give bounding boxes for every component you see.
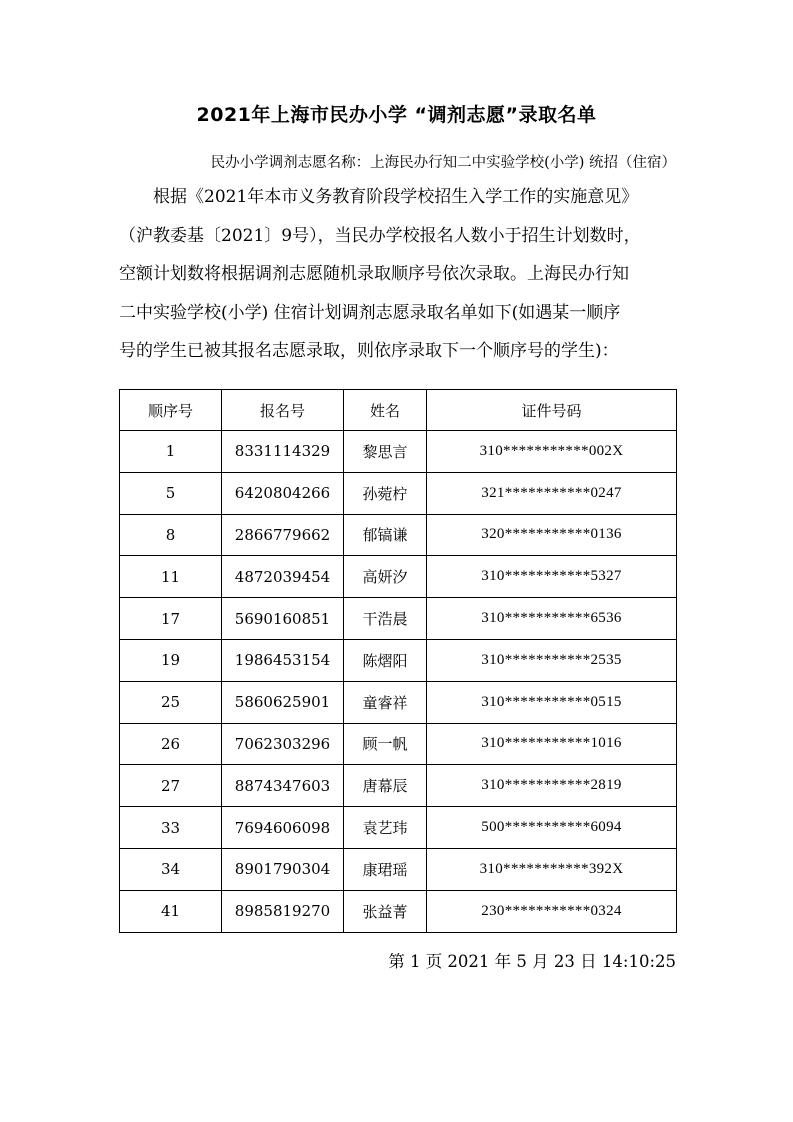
table-row xyxy=(120,807,677,849)
cell-sequence: 33 xyxy=(120,807,222,849)
table-row xyxy=(120,681,677,723)
cell-registration: 5860625901 xyxy=(222,681,344,723)
table-row xyxy=(120,431,677,473)
admission-table xyxy=(119,389,677,933)
cell-id-number: 321***********0247 xyxy=(427,472,677,514)
cell-registration: 8985819270 xyxy=(222,890,344,932)
cell-sequence: 5 xyxy=(120,472,222,514)
cell-name: 童睿祥 xyxy=(344,681,427,723)
paragraph-line: （沪教委基〔2021〕9号），当民办学校报名人数小于招生计划数时， xyxy=(119,225,641,246)
cell-registration: 6420804266 xyxy=(222,472,344,514)
cell-sequence: 8 xyxy=(120,514,222,556)
table-row xyxy=(120,765,677,807)
cell-name: 郁镐谦 xyxy=(344,514,427,556)
cell-sequence: 17 xyxy=(120,598,222,640)
cell-id-number: 310***********002X xyxy=(427,431,677,473)
table-row xyxy=(120,598,677,640)
table-row xyxy=(120,639,677,681)
paragraph-line: 根据《2021年本市义务教育阶段学校招生入学工作的实施意见》 xyxy=(153,187,639,207)
table-row xyxy=(120,890,677,932)
table-row xyxy=(120,472,677,514)
cell-registration: 8874347603 xyxy=(222,765,344,807)
cell-name: 陈熠阳 xyxy=(344,639,427,681)
cell-id-number: 320***********0136 xyxy=(427,514,677,556)
cell-sequence: 26 xyxy=(120,723,222,765)
cell-id-number: 310***********392X xyxy=(427,848,677,890)
table-row xyxy=(120,723,677,765)
cell-name: 袁艺玮 xyxy=(344,807,427,849)
cell-name: 康珺瑶 xyxy=(344,848,427,890)
cell-id-number: 310***********2535 xyxy=(427,639,677,681)
header-sequence: 顺序号 xyxy=(120,390,222,431)
cell-sequence: 27 xyxy=(120,765,222,807)
table-row xyxy=(120,514,677,556)
cell-registration: 2866779662 xyxy=(222,514,344,556)
header-name: 姓名 xyxy=(344,390,427,431)
cell-name: 顾一帆 xyxy=(344,723,427,765)
cell-name: 高妍汐 xyxy=(344,556,427,598)
table-header-row xyxy=(120,390,677,431)
cell-id-number: 310***********2819 xyxy=(427,765,677,807)
cell-id-number: 310***********0515 xyxy=(427,681,677,723)
header-registration: 报名号 xyxy=(222,390,344,431)
cell-registration: 4872039454 xyxy=(222,556,344,598)
cell-id-number: 500***********6094 xyxy=(427,807,677,849)
page-footer: 第 1 页 2021 年 5 月 23 日 14:10:25 xyxy=(388,952,676,971)
cell-name: 张益菁 xyxy=(344,890,427,932)
cell-sequence: 11 xyxy=(120,556,222,598)
cell-sequence: 34 xyxy=(120,848,222,890)
cell-id-number: 310***********5327 xyxy=(427,556,677,598)
cell-registration: 8331114329 xyxy=(222,431,344,473)
cell-id-number: 230***********0324 xyxy=(427,890,677,932)
cell-name: 黎思言 xyxy=(344,431,427,473)
table-row xyxy=(120,556,677,598)
paragraph-line: 号的学生已被其报名志愿录取，则依序录取下一个顺序号的学生)： xyxy=(119,341,619,361)
page-title: 2021年上海市民办小学 “调剂志愿”录取名单 xyxy=(196,104,597,126)
paragraph-line: 二中实验学校(小学) 住宿计划调剂志愿录取名单如下(如遇某一顺序 xyxy=(119,302,621,323)
cell-name: 孙菀柠 xyxy=(344,472,427,514)
cell-registration: 7062303296 xyxy=(222,723,344,765)
cell-registration: 7694606098 xyxy=(222,807,344,849)
cell-registration: 1986453154 xyxy=(222,639,344,681)
cell-sequence: 25 xyxy=(120,681,222,723)
cell-id-number: 310***********1016 xyxy=(427,723,677,765)
cell-name: 干浩晨 xyxy=(344,598,427,640)
policy-paragraph xyxy=(119,178,679,371)
cell-id-number: 310***********6536 xyxy=(427,598,677,640)
cell-sequence: 41 xyxy=(120,890,222,932)
header-id-number: 证件号码 xyxy=(427,390,677,431)
paragraph-line: 空额计划数将根据调剂志愿随机录取顺序号依次录取。上海民办行知 xyxy=(119,264,629,284)
admission-subtitle: 民办小学调剂志愿名称：上海民办行知二中实验学校(小学) 统招（住宿） xyxy=(210,155,676,171)
table-row xyxy=(120,848,677,890)
cell-registration: 8901790304 xyxy=(222,848,344,890)
cell-sequence: 19 xyxy=(120,639,222,681)
cell-sequence: 1 xyxy=(120,431,222,473)
cell-name: 唐幕辰 xyxy=(344,765,427,807)
cell-registration: 5690160851 xyxy=(222,598,344,640)
